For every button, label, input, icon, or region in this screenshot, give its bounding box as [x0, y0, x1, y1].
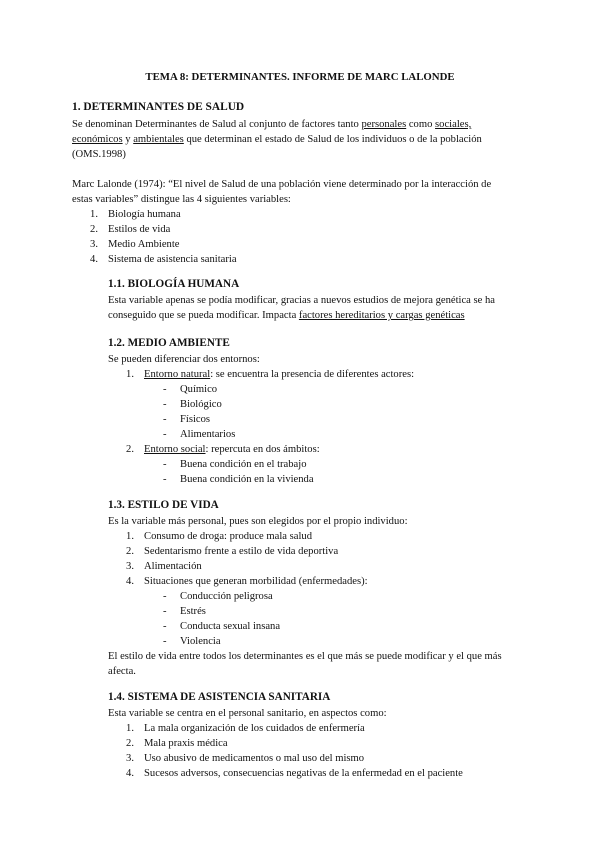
list-label: Consumo de droga: produce mala salud	[144, 531, 312, 542]
list-number: 2.	[90, 224, 98, 235]
list-number: 3.	[90, 239, 98, 250]
dash-bullet: -	[163, 429, 167, 440]
list-number: 1.	[126, 369, 134, 380]
biologia-line-2	[108, 308, 465, 323]
list-number: 3.	[126, 561, 134, 572]
definition-text: que determinan el estado de Salud de los individuos o de la población	[183, 134, 482, 145]
dash-bullet: -	[163, 606, 167, 617]
section-1-3-heading: 1.3. ESTILO DE VIDA	[108, 499, 219, 511]
dash-bullet: -	[163, 414, 167, 425]
estilo-intro: Es la variable más personal, pues son elegidos por el propio individuo:	[108, 516, 408, 527]
list-number: 3.	[126, 753, 134, 764]
estilo-closing-1: El estilo de vida entre todos los determinantes es el que más se puede modificar y el que más	[108, 651, 502, 662]
entorno-natural-item	[144, 367, 414, 382]
medio-intro: Se pueden diferenciar dos entornos:	[108, 354, 260, 365]
list-label: La mala organización de los cuidados de enfermería	[144, 723, 365, 734]
underlined-ambientales: ambientales	[133, 134, 184, 145]
sub-item: Buena condición en el trabajo	[180, 459, 307, 470]
list-label: Mala praxis médica	[144, 738, 228, 749]
dash-bullet: -	[163, 474, 167, 485]
list-number: 1.	[90, 209, 98, 220]
list-label: Biología humana	[108, 209, 181, 220]
list-number: 2.	[126, 546, 134, 557]
underlined-personales: personales	[361, 119, 407, 130]
entorno-social-text: : repercuta en dos ámbitos:	[205, 444, 320, 455]
section-1-1-heading: 1.1. BIOLOGÍA HUMANA	[108, 278, 240, 290]
sub-item: Violencia	[180, 636, 221, 647]
sub-item: Físicos	[180, 414, 211, 425]
underlined-sociales: sociales,	[435, 119, 472, 130]
sub-item: Alimentarios	[180, 429, 236, 440]
dash-bullet: -	[163, 621, 167, 632]
sub-item: Conducción peligrosa	[180, 591, 273, 602]
sub-item: Biológico	[180, 399, 222, 410]
asistencia-intro: Esta variable se centra en el personal sanitario, en aspectos como:	[108, 708, 387, 719]
biologia-line-1: Esta variable apenas se podía modificar, gracias a nuevos estudios de mejora genética se ha	[108, 295, 495, 306]
entorno-natural-text: : se encuentra la presencia de diferentes actores:	[210, 369, 415, 380]
underlined-economicos: económicos	[72, 134, 123, 145]
list-label: Sistema de asistencia sanitaria	[108, 254, 237, 265]
dash-bullet: -	[163, 591, 167, 602]
dash-bullet: -	[163, 384, 167, 395]
underlined-factores: factores hereditarios y cargas genéticas	[298, 310, 465, 321]
list-label: Uso abusivo de medicamentos o mal uso del mismo	[144, 753, 365, 764]
list-label: Sedentarismo frente a estilo de vida deportiva	[144, 546, 339, 557]
list-number: 2.	[126, 444, 134, 455]
list-number: 4.	[90, 254, 98, 265]
list-number: 1.	[126, 531, 134, 542]
list-label: Estilos de vida	[108, 224, 171, 235]
dash-bullet: -	[163, 399, 167, 410]
section-1-2-heading: 1.2. MEDIO AMBIENTE	[108, 337, 230, 349]
entorno-social-item	[144, 442, 320, 457]
biologia-text: conseguido que se pueda modificar. Impacta	[108, 310, 299, 321]
list-number: 4.	[126, 576, 134, 587]
lalonde-line-2: estas variables” distingue las 4 siguientes variables:	[72, 194, 291, 205]
sub-item: Buena condición en la vivienda	[180, 474, 314, 485]
definition-line-1	[72, 117, 471, 132]
list-label: Alimentación	[144, 561, 202, 572]
list-number: 2.	[126, 738, 134, 749]
estilo-closing-2: afecta.	[108, 666, 136, 677]
definition-line-2	[72, 132, 482, 147]
definition-text: y	[122, 134, 134, 145]
sub-item: Químico	[180, 384, 218, 395]
section-1-4-heading: 1.4. SISTEMA DE ASISTENCIA SANITARIA	[108, 691, 331, 703]
list-label: Sucesos adversos, consecuencias negativas de la enfermedad en el paciente	[144, 768, 463, 779]
sub-item: Estrés	[180, 606, 206, 617]
list-label: Medio Ambiente	[108, 239, 180, 250]
list-number: 1.	[126, 723, 134, 734]
sub-item: Conducta sexual insana	[180, 621, 281, 632]
section-1-heading: 1. DETERMINANTES DE SALUD	[72, 101, 245, 113]
underlined-entorno-social: Entorno social	[144, 444, 206, 455]
definition-text: Se denominan Determinantes de Salud al conjunto de factores tanto	[72, 119, 362, 130]
definition-text: como	[406, 119, 436, 130]
list-label: Situaciones que generan morbilidad (enfermedades):	[144, 576, 368, 587]
page-title: TEMA 8: DETERMINANTES. INFORME DE MARC LALONDE	[145, 71, 455, 83]
underlined-entorno-natural: Entorno natural	[144, 369, 211, 380]
lalonde-line-1: Marc Lalonde (1974): “El nivel de Salud de una población viene determinado por la interacción de	[72, 179, 492, 190]
definition-source: (OMS.1998)	[72, 149, 126, 160]
list-number: 4.	[126, 768, 134, 779]
dash-bullet: -	[163, 459, 167, 470]
dash-bullet: -	[163, 636, 167, 647]
